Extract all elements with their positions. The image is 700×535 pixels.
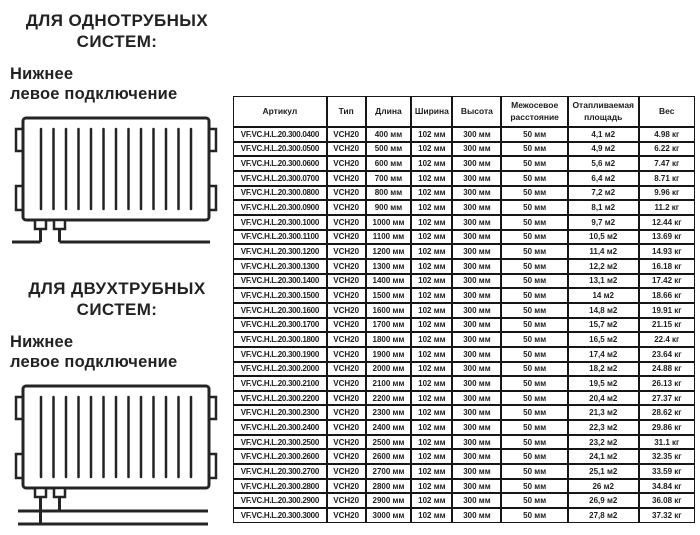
cell-length: 400 мм bbox=[366, 127, 412, 142]
cell-height: 300 мм bbox=[452, 215, 501, 230]
table-row bbox=[233, 127, 695, 142]
table-row bbox=[233, 347, 695, 362]
cell-article: VF.VC.H.L.20.300.2800 bbox=[233, 479, 327, 494]
table-row bbox=[233, 405, 695, 420]
cell-width: 102 мм bbox=[411, 318, 452, 333]
cell-axis-spacing: 50 мм bbox=[501, 449, 568, 464]
cell-article: VF.VC.H.L.20.300.1500 bbox=[233, 288, 327, 303]
cell-axis-spacing: 50 мм bbox=[501, 142, 568, 157]
cell-height: 300 мм bbox=[452, 171, 501, 186]
cell-type: VCH20 bbox=[327, 405, 366, 420]
cell-length: 2600 мм bbox=[366, 449, 412, 464]
cell-width: 102 мм bbox=[411, 376, 452, 391]
cell-type: VCH20 bbox=[327, 127, 366, 142]
cell-article: VF.VC.H.L.20.300.0800 bbox=[233, 186, 327, 201]
cell-type: VCH20 bbox=[327, 420, 366, 435]
cell-type: VCH20 bbox=[327, 156, 366, 171]
cell-width: 102 мм bbox=[411, 200, 452, 215]
cell-weight: 16.18 кг bbox=[639, 259, 695, 274]
cell-height: 300 мм bbox=[452, 288, 501, 303]
cell-type: VCH20 bbox=[327, 186, 366, 201]
cell-weight: 6.22 кг bbox=[639, 142, 695, 157]
cell-weight: 4.98 кг bbox=[639, 127, 695, 142]
heading-line: ДЛЯ ОДНОТРУБНЫХ bbox=[25, 11, 209, 30]
cell-width: 102 мм bbox=[411, 303, 452, 318]
cell-type: VCH20 bbox=[327, 244, 366, 259]
cell-axis-spacing: 50 мм bbox=[501, 288, 568, 303]
cell-weight: 19.91 кг bbox=[639, 303, 695, 318]
cell-heated-area: 11,4 м2 bbox=[568, 244, 639, 259]
cell-weight: 9.96 кг bbox=[639, 186, 695, 201]
cell-width: 102 мм bbox=[411, 405, 452, 420]
cell-heated-area: 4,1 м2 bbox=[568, 127, 639, 142]
cell-heated-area: 24,1 м2 bbox=[568, 449, 639, 464]
cell-type: VCH20 bbox=[327, 303, 366, 318]
cell-length: 1200 мм bbox=[366, 244, 412, 259]
cell-type: VCH20 bbox=[327, 259, 366, 274]
cell-weight: 34.84 кг bbox=[639, 479, 695, 494]
cell-article: VF.VC.H.L.20.300.2100 bbox=[233, 376, 327, 391]
radiator-diagram-single-pipe bbox=[10, 112, 222, 248]
cell-type: VCH20 bbox=[327, 171, 366, 186]
cell-article: VF.VC.H.L.20.300.2400 bbox=[233, 420, 327, 435]
cell-weight: 36.08 кг bbox=[639, 493, 695, 508]
cell-length: 1900 мм bbox=[366, 347, 412, 362]
cell-article: VF.VC.H.L.20.300.1900 bbox=[233, 347, 327, 362]
single-pipe-section bbox=[10, 10, 224, 248]
cell-width: 102 мм bbox=[411, 362, 452, 377]
cell-heated-area: 12,2 м2 bbox=[568, 259, 639, 274]
cell-axis-spacing: 50 мм bbox=[501, 493, 568, 508]
table-row bbox=[233, 244, 695, 259]
cell-height: 300 мм bbox=[452, 376, 501, 391]
cell-length: 2300 мм bbox=[366, 405, 412, 420]
cell-height: 300 мм bbox=[452, 347, 501, 362]
cell-width: 102 мм bbox=[411, 391, 452, 406]
cell-article: VF.VC.H.L.20.300.2700 bbox=[233, 464, 327, 479]
cell-article: VF.VC.H.L.20.300.2500 bbox=[233, 435, 327, 450]
cell-length: 2800 мм bbox=[366, 479, 412, 494]
cell-heated-area: 5,6 м2 bbox=[568, 156, 639, 171]
cell-axis-spacing: 50 мм bbox=[501, 405, 568, 420]
cell-width: 102 мм bbox=[411, 230, 452, 245]
table-row bbox=[233, 259, 695, 274]
table-row bbox=[233, 215, 695, 230]
column-header-heated-area: Отапливаемая площадь bbox=[568, 96, 639, 127]
cell-article: VF.VC.H.L.20.300.2200 bbox=[233, 391, 327, 406]
cell-axis-spacing: 50 мм bbox=[501, 464, 568, 479]
cell-weight: 11.2 кг bbox=[639, 200, 695, 215]
cell-axis-spacing: 50 мм bbox=[501, 508, 568, 523]
cell-type: VCH20 bbox=[327, 376, 366, 391]
cell-length: 1400 мм bbox=[366, 274, 412, 289]
cell-width: 102 мм bbox=[411, 508, 452, 523]
table-body bbox=[233, 127, 695, 523]
cell-heated-area: 4,9 м2 bbox=[568, 142, 639, 157]
table-row bbox=[233, 464, 695, 479]
table-row bbox=[233, 420, 695, 435]
cell-article: VF.VC.H.L.20.300.0600 bbox=[233, 156, 327, 171]
table-row bbox=[233, 230, 695, 245]
radiator-diagram-two-pipe bbox=[10, 380, 222, 528]
cell-height: 300 мм bbox=[452, 186, 501, 201]
cell-type: VCH20 bbox=[327, 288, 366, 303]
cell-axis-spacing: 50 мм bbox=[501, 391, 568, 406]
cell-heated-area: 7,2 м2 bbox=[568, 186, 639, 201]
spec-table-container bbox=[233, 96, 695, 523]
cell-height: 300 мм bbox=[452, 142, 501, 157]
cell-height: 300 мм bbox=[452, 332, 501, 347]
cell-height: 300 мм bbox=[452, 449, 501, 464]
cell-axis-spacing: 50 мм bbox=[501, 376, 568, 391]
cell-heated-area: 27,8 м2 bbox=[568, 508, 639, 523]
cell-width: 102 мм bbox=[411, 171, 452, 186]
cell-axis-spacing: 50 мм bbox=[501, 362, 568, 377]
cell-axis-spacing: 50 мм bbox=[501, 347, 568, 362]
cell-article: VF.VC.H.L.20.300.1300 bbox=[233, 259, 327, 274]
table-header-row bbox=[233, 96, 695, 127]
table-row bbox=[233, 200, 695, 215]
table-row bbox=[233, 171, 695, 186]
cell-length: 1100 мм bbox=[366, 230, 412, 245]
cell-axis-spacing: 50 мм bbox=[501, 186, 568, 201]
cell-width: 102 мм bbox=[411, 288, 452, 303]
spec-table bbox=[233, 96, 695, 523]
cell-length: 900 мм bbox=[366, 200, 412, 215]
cell-height: 300 мм bbox=[452, 493, 501, 508]
cell-weight: 37.32 кг bbox=[639, 508, 695, 523]
cell-length: 2100 мм bbox=[366, 376, 412, 391]
cell-height: 300 мм bbox=[452, 274, 501, 289]
cell-width: 102 мм bbox=[411, 244, 452, 259]
cell-width: 102 мм bbox=[411, 420, 452, 435]
cell-axis-spacing: 50 мм bbox=[501, 435, 568, 450]
connection-line: левое подключение bbox=[10, 85, 178, 103]
cell-article: VF.VC.H.L.20.300.0900 bbox=[233, 200, 327, 215]
cell-width: 102 мм bbox=[411, 215, 452, 230]
cell-weight: 12.44 кг bbox=[639, 215, 695, 230]
cell-heated-area: 18,2 м2 bbox=[568, 362, 639, 377]
cell-type: VCH20 bbox=[327, 215, 366, 230]
connection-label bbox=[10, 64, 224, 104]
table-row bbox=[233, 449, 695, 464]
cell-type: VCH20 bbox=[327, 200, 366, 215]
cell-type: VCH20 bbox=[327, 142, 366, 157]
cell-type: VCH20 bbox=[327, 508, 366, 523]
cell-type: VCH20 bbox=[327, 318, 366, 333]
cell-width: 102 мм bbox=[411, 127, 452, 142]
cell-height: 300 мм bbox=[452, 464, 501, 479]
single-pipe-lines bbox=[12, 229, 210, 242]
cell-weight: 28.62 кг bbox=[639, 405, 695, 420]
cell-length: 1800 мм bbox=[366, 332, 412, 347]
cell-length: 600 мм bbox=[366, 156, 412, 171]
cell-width: 102 мм bbox=[411, 259, 452, 274]
cell-height: 300 мм bbox=[452, 479, 501, 494]
cell-type: VCH20 bbox=[327, 332, 366, 347]
cell-heated-area: 20,4 м2 bbox=[568, 391, 639, 406]
cell-height: 300 мм bbox=[452, 508, 501, 523]
cell-heated-area: 14 м2 bbox=[568, 288, 639, 303]
cell-article: VF.VC.H.L.20.300.1200 bbox=[233, 244, 327, 259]
cell-height: 300 мм bbox=[452, 127, 501, 142]
cell-weight: 31.1 кг bbox=[639, 435, 695, 450]
cell-height: 300 мм bbox=[452, 244, 501, 259]
cell-length: 500 мм bbox=[366, 142, 412, 157]
heading-line: СИСТЕМ: bbox=[76, 32, 158, 51]
cell-heated-area: 13,1 м2 bbox=[568, 274, 639, 289]
cell-height: 300 мм bbox=[452, 435, 501, 450]
table-row bbox=[233, 435, 695, 450]
cell-length: 2200 мм bbox=[366, 391, 412, 406]
connection-line: левое подключение bbox=[10, 353, 178, 371]
table-row bbox=[233, 142, 695, 157]
cell-axis-spacing: 50 мм bbox=[501, 420, 568, 435]
cell-article: VF.VC.H.L.20.300.0500 bbox=[233, 142, 327, 157]
cell-length: 1000 мм bbox=[366, 215, 412, 230]
cell-heated-area: 26,9 м2 bbox=[568, 493, 639, 508]
cell-weight: 13.69 кг bbox=[639, 230, 695, 245]
cell-width: 102 мм bbox=[411, 449, 452, 464]
cell-type: VCH20 bbox=[327, 391, 366, 406]
two-pipe-heading bbox=[10, 278, 224, 320]
cell-heated-area: 25,1 м2 bbox=[568, 464, 639, 479]
cell-type: VCH20 bbox=[327, 230, 366, 245]
cell-heated-area: 8,1 м2 bbox=[568, 200, 639, 215]
cell-weight: 18.66 кг bbox=[639, 288, 695, 303]
cell-weight: 8.71 кг bbox=[639, 171, 695, 186]
cell-length: 700 мм bbox=[366, 171, 412, 186]
cell-article: VF.VC.H.L.20.300.0700 bbox=[233, 171, 327, 186]
cell-axis-spacing: 50 мм bbox=[501, 127, 568, 142]
cell-width: 102 мм bbox=[411, 186, 452, 201]
cell-article: VF.VC.H.L.20.300.1400 bbox=[233, 274, 327, 289]
cell-length: 1600 мм bbox=[366, 303, 412, 318]
cell-heated-area: 26 м2 bbox=[568, 479, 639, 494]
cell-axis-spacing: 50 мм bbox=[501, 318, 568, 333]
column-header-axis-spacing: Межосевое расстояние bbox=[501, 96, 568, 127]
cell-axis-spacing: 50 мм bbox=[501, 244, 568, 259]
cell-length: 1500 мм bbox=[366, 288, 412, 303]
table-row bbox=[233, 156, 695, 171]
table-row bbox=[233, 186, 695, 201]
cell-height: 300 мм bbox=[452, 420, 501, 435]
cell-weight: 23.64 кг bbox=[639, 347, 695, 362]
cell-heated-area: 15,7 м2 bbox=[568, 318, 639, 333]
cell-height: 300 мм bbox=[452, 362, 501, 377]
cell-width: 102 мм bbox=[411, 142, 452, 157]
cell-width: 102 мм bbox=[411, 274, 452, 289]
cell-article: VF.VC.H.L.20.300.1600 bbox=[233, 303, 327, 318]
cell-height: 300 мм bbox=[452, 200, 501, 215]
cell-article: VF.VC.H.L.20.300.3000 bbox=[233, 508, 327, 523]
heading-line: СИСТЕМ: bbox=[76, 300, 158, 319]
cell-axis-spacing: 50 мм bbox=[501, 230, 568, 245]
cell-article: VF.VC.H.L.20.300.2000 bbox=[233, 362, 327, 377]
cell-weight: 24.88 кг bbox=[639, 362, 695, 377]
column-header-width: Ширина bbox=[411, 96, 452, 127]
cell-heated-area: 21,3 м2 bbox=[568, 405, 639, 420]
connection-line: Нижнее bbox=[10, 65, 74, 83]
cell-weight: 22.4 кг bbox=[639, 332, 695, 347]
cell-heated-area: 23,2 м2 bbox=[568, 435, 639, 450]
cell-length: 1700 мм bbox=[366, 318, 412, 333]
cell-length: 800 мм bbox=[366, 186, 412, 201]
cell-article: VF.VC.H.L.20.300.2600 bbox=[233, 449, 327, 464]
cell-height: 300 мм bbox=[452, 259, 501, 274]
cell-article: VF.VC.H.L.20.300.1100 bbox=[233, 230, 327, 245]
cell-axis-spacing: 50 мм bbox=[501, 303, 568, 318]
connection-line: Нижнее bbox=[10, 333, 74, 351]
table-row bbox=[233, 391, 695, 406]
cell-length: 2400 мм bbox=[366, 420, 412, 435]
column-header-article: Артикул bbox=[233, 96, 327, 127]
table-row bbox=[233, 274, 695, 289]
cell-article: VF.VC.H.L.20.300.1800 bbox=[233, 332, 327, 347]
table-row bbox=[233, 318, 695, 333]
table-row bbox=[233, 288, 695, 303]
cell-weight: 26.13 кг bbox=[639, 376, 695, 391]
heading-line: ДЛЯ ДВУХТРУБНЫХ bbox=[28, 279, 206, 298]
cell-width: 102 мм bbox=[411, 493, 452, 508]
cell-width: 102 мм bbox=[411, 156, 452, 171]
cell-length: 1300 мм bbox=[366, 259, 412, 274]
cell-length: 2000 мм bbox=[366, 362, 412, 377]
cell-width: 102 мм bbox=[411, 347, 452, 362]
cell-length: 2500 мм bbox=[366, 435, 412, 450]
connection-label bbox=[10, 332, 224, 372]
cell-length: 2700 мм bbox=[366, 464, 412, 479]
table-row bbox=[233, 362, 695, 377]
cell-height: 300 мм bbox=[452, 391, 501, 406]
cell-length: 2900 мм bbox=[366, 493, 412, 508]
table-row bbox=[233, 493, 695, 508]
two-pipe-section bbox=[10, 278, 224, 528]
cell-height: 300 мм bbox=[452, 318, 501, 333]
cell-height: 300 мм bbox=[452, 156, 501, 171]
cell-type: VCH20 bbox=[327, 274, 366, 289]
table-row bbox=[233, 479, 695, 494]
cell-axis-spacing: 50 мм bbox=[501, 274, 568, 289]
cell-type: VCH20 bbox=[327, 435, 366, 450]
cell-axis-spacing: 50 мм bbox=[501, 200, 568, 215]
cell-heated-area: 14,8 м2 bbox=[568, 303, 639, 318]
cell-weight: 29.86 кг bbox=[639, 420, 695, 435]
table-row bbox=[233, 508, 695, 523]
column-header-weight: Вес bbox=[639, 96, 695, 127]
cell-axis-spacing: 50 мм bbox=[501, 171, 568, 186]
column-header-type: Тип bbox=[327, 96, 366, 127]
cell-height: 300 мм bbox=[452, 405, 501, 420]
cell-width: 102 мм bbox=[411, 435, 452, 450]
cell-axis-spacing: 50 мм bbox=[501, 479, 568, 494]
cell-heated-area: 10,5 м2 bbox=[568, 230, 639, 245]
cell-axis-spacing: 50 мм bbox=[501, 259, 568, 274]
table-row bbox=[233, 376, 695, 391]
cell-heated-area: 16,5 м2 bbox=[568, 332, 639, 347]
column-header-length: Длина bbox=[366, 96, 412, 127]
single-pipe-heading bbox=[10, 10, 224, 52]
cell-weight: 32.35 кг bbox=[639, 449, 695, 464]
cell-article: VF.VC.H.L.20.300.0400 bbox=[233, 127, 327, 142]
cell-article: VF.VC.H.L.20.300.2900 bbox=[233, 493, 327, 508]
cell-height: 300 мм bbox=[452, 303, 501, 318]
cell-axis-spacing: 50 мм bbox=[501, 156, 568, 171]
cell-type: VCH20 bbox=[327, 347, 366, 362]
cell-axis-spacing: 50 мм bbox=[501, 332, 568, 347]
column-header-height: Высота bbox=[452, 96, 501, 127]
cell-length: 3000 мм bbox=[366, 508, 412, 523]
two-pipe-lines bbox=[18, 497, 208, 524]
cell-width: 102 мм bbox=[411, 332, 452, 347]
cell-heated-area: 17,4 м2 bbox=[568, 347, 639, 362]
cell-heated-area: 9,7 м2 bbox=[568, 215, 639, 230]
cell-weight: 17.42 кг bbox=[639, 274, 695, 289]
table-row bbox=[233, 303, 695, 318]
cell-weight: 14.93 кг bbox=[639, 244, 695, 259]
cell-type: VCH20 bbox=[327, 479, 366, 494]
cell-type: VCH20 bbox=[327, 449, 366, 464]
cell-weight: 21.15 кг bbox=[639, 318, 695, 333]
cell-article: VF.VC.H.L.20.300.2300 bbox=[233, 405, 327, 420]
cell-heated-area: 6,4 м2 bbox=[568, 171, 639, 186]
cell-weight: 27.37 кг bbox=[639, 391, 695, 406]
cell-article: VF.VC.H.L.20.300.1700 bbox=[233, 318, 327, 333]
cell-type: VCH20 bbox=[327, 362, 366, 377]
cell-height: 300 мм bbox=[452, 230, 501, 245]
cell-width: 102 мм bbox=[411, 479, 452, 494]
cell-heated-area: 22,3 м2 bbox=[568, 420, 639, 435]
cell-type: VCH20 bbox=[327, 464, 366, 479]
table-row bbox=[233, 332, 695, 347]
cell-weight: 33.59 кг bbox=[639, 464, 695, 479]
cell-axis-spacing: 50 мм bbox=[501, 215, 568, 230]
cell-weight: 7.47 кг bbox=[639, 156, 695, 171]
cell-heated-area: 19,5 м2 bbox=[568, 376, 639, 391]
cell-width: 102 мм bbox=[411, 464, 452, 479]
cell-type: VCH20 bbox=[327, 493, 366, 508]
cell-article: VF.VC.H.L.20.300.1000 bbox=[233, 215, 327, 230]
